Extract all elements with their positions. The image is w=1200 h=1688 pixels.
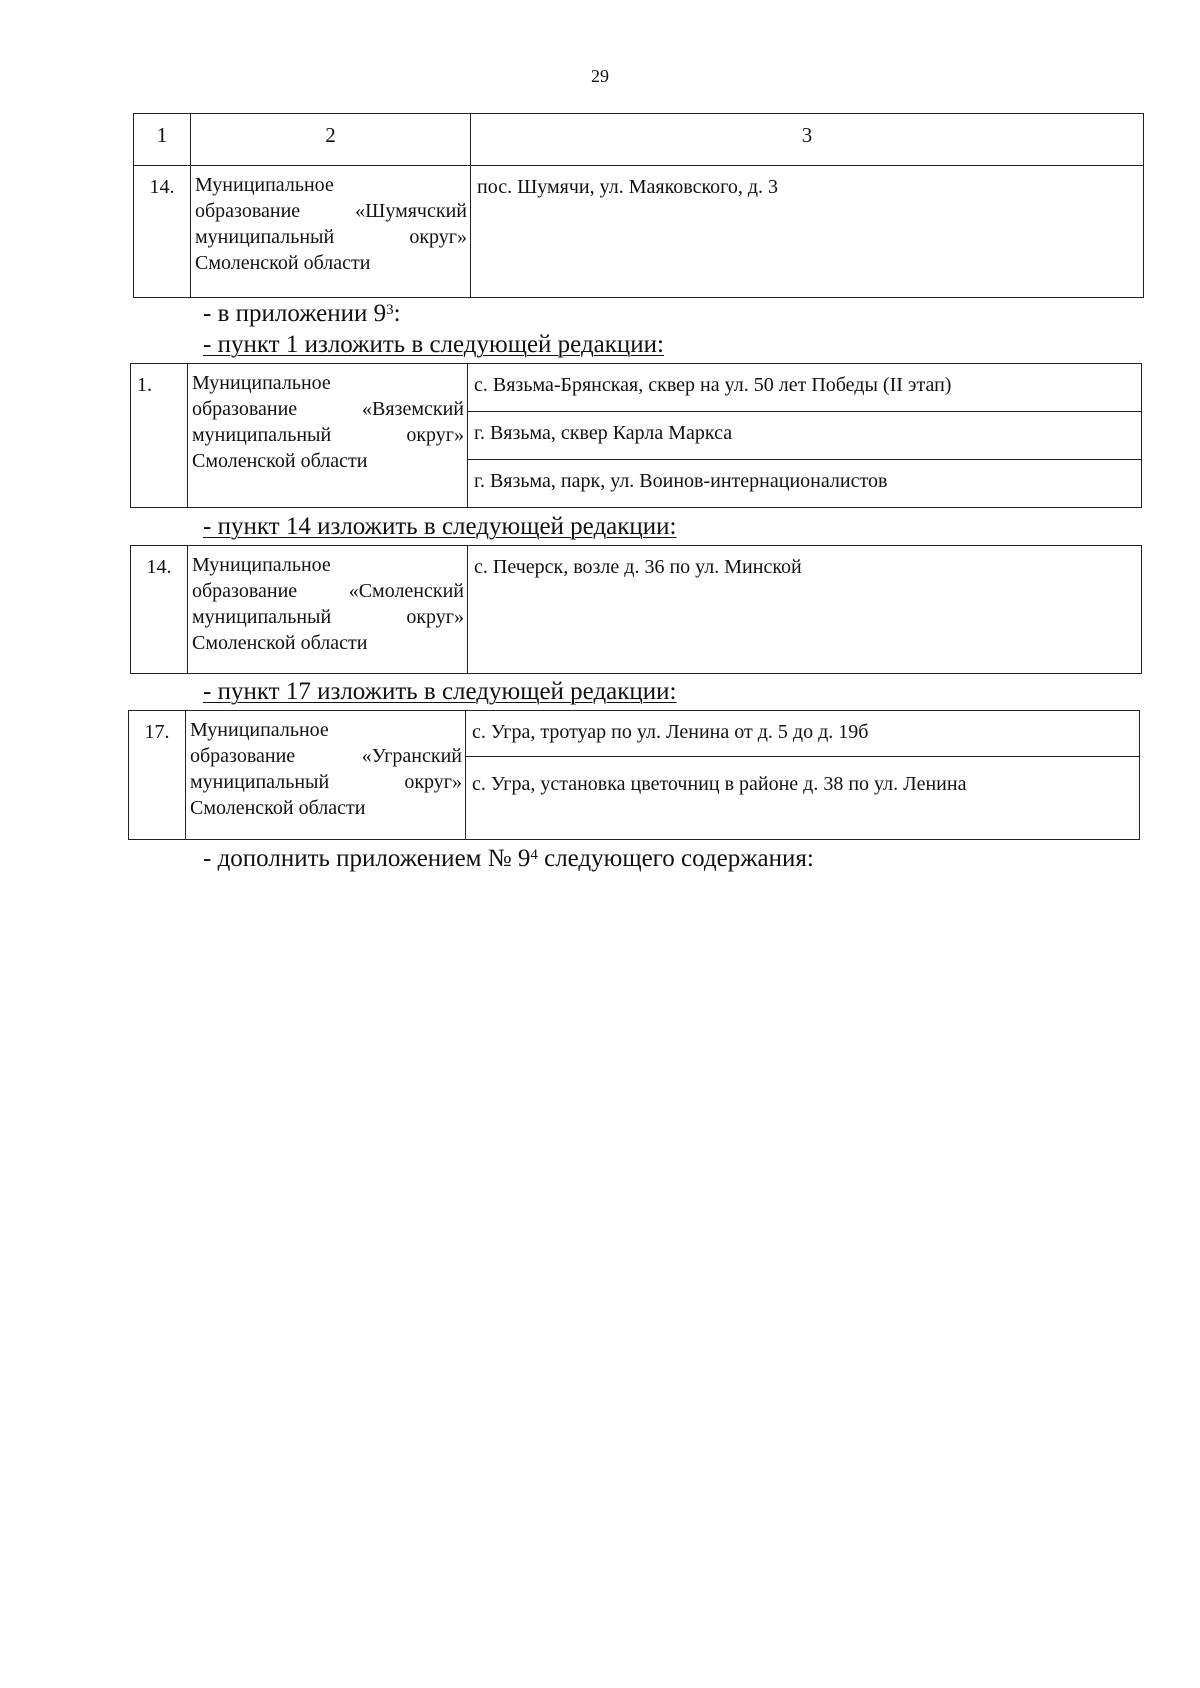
table-row <box>129 711 1140 757</box>
paragraph-text: - пункт 1 изложить в следующей редакции: <box>203 331 664 358</box>
name-line: Муниципальное <box>192 372 331 394</box>
address-cell: пос. Шумячи, ул. Маяковского, д. 3 <box>471 166 1144 298</box>
name-line: образование «Смоленский <box>192 580 464 602</box>
paragraph-tail: следующего содержания: <box>537 845 814 872</box>
name-line: Муниципальное <box>190 719 329 741</box>
paragraph-appendix-9-4 <box>203 844 814 874</box>
table-row <box>131 546 1142 674</box>
municipality-name <box>186 711 466 840</box>
table-shumyachi <box>133 113 1144 298</box>
row-number: 1. <box>131 364 188 508</box>
name-line: муниципальный округ» <box>190 771 462 793</box>
name-line: Муниципальное <box>195 174 334 196</box>
name-line: образование «Вяземский <box>192 398 464 420</box>
name-line: муниципальный округ» <box>192 424 464 446</box>
table-row <box>134 166 1144 298</box>
municipality-name <box>191 166 471 298</box>
superscript: 4 <box>530 847 538 863</box>
paragraph-item-1 <box>203 330 664 360</box>
name-line: Смоленской области <box>190 797 366 819</box>
row-number: 14. <box>131 546 188 674</box>
municipality-name <box>188 364 468 508</box>
name-line: Смоленской области <box>192 632 368 654</box>
address-cell: с. Угра, тротуар по ул. Ленина от д. 5 до д. 19б <box>466 711 1140 757</box>
municipality-name <box>188 546 468 674</box>
row-number: 14. <box>134 166 191 298</box>
table-row <box>131 364 1142 412</box>
paragraph-text: - пункт 17 изложить в следующей редакции: <box>203 678 677 705</box>
header-col-1: 1 <box>134 114 191 166</box>
paragraph-text: - дополнить приложением № 9 <box>203 845 531 872</box>
name-line: муниципальный округ» <box>192 606 464 628</box>
paragraph-item-14 <box>203 512 677 542</box>
name-line: образование «Угранский <box>190 745 462 767</box>
paragraph-text: - в приложении 9 <box>203 300 387 327</box>
header-col-2: 2 <box>191 114 471 166</box>
name-line: Смоленской области <box>195 252 371 274</box>
paragraph-appendix-9-3 <box>203 299 401 329</box>
header-col-3: 3 <box>471 114 1144 166</box>
address-cell: г. Вязьма, парк, ул. Воинов-интернационалистов <box>468 460 1142 508</box>
paragraph-text: - пункт 14 изложить в следующей редакции: <box>203 513 677 540</box>
page-number: 29 <box>591 66 609 86</box>
table-smolensk <box>130 545 1142 674</box>
superscript: 3 <box>386 302 394 318</box>
row-number: 17. <box>129 711 186 840</box>
name-line: Смоленской области <box>192 450 368 472</box>
address-cell: с. Вязьма-Брянская, сквер на ул. 50 лет Победы (II этап) <box>468 364 1142 412</box>
table-vyazma <box>130 363 1142 508</box>
address-cell: с. Угра, установка цветочниц в районе д. 38 по ул. Ленина <box>466 757 1140 840</box>
address-cell: с. Печерск, возле д. 36 по ул. Минской <box>468 546 1142 674</box>
table-header-row <box>134 114 1144 166</box>
name-line: муниципальный округ» <box>195 226 467 248</box>
table-ugra <box>128 710 1140 840</box>
name-line: образование «Шумячский <box>195 200 467 222</box>
address-cell: г. Вязьма, сквер Карла Маркса <box>468 412 1142 460</box>
paragraph-item-17 <box>203 677 677 707</box>
paragraph-tail: : <box>393 300 401 327</box>
name-line: Муниципальное <box>192 554 331 576</box>
